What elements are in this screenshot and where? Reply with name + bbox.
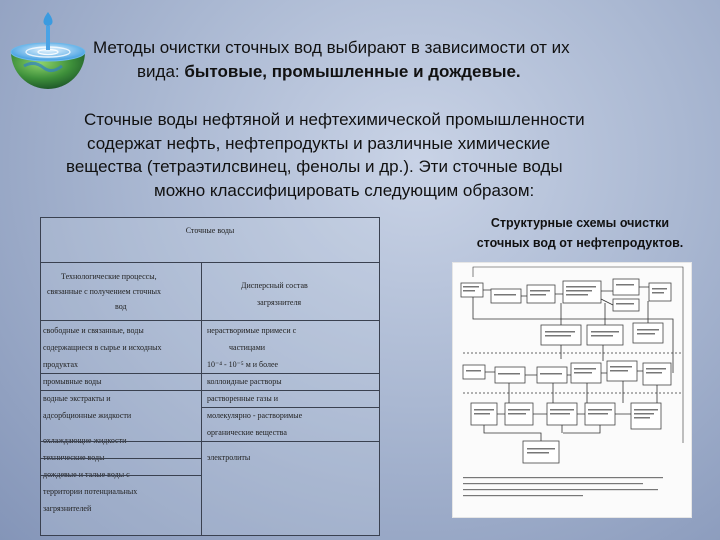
table-cell: нерастворимые примеси с (207, 326, 297, 335)
treatment-scheme-diagram (452, 262, 692, 518)
paragraph-line: вещества (тетраэтилсвинец, фенолы и др.). Эти сточные воды (66, 157, 563, 176)
paragraph-line: содержат нефть, нефтепродукты и различные химические (87, 134, 551, 153)
table-cell: промывные воды (43, 377, 102, 386)
diagram-caption-line-1: Структурные схемы очистки (490, 216, 670, 230)
table-cell: растворенные газы и (207, 394, 279, 403)
paragraph-line: Сточные воды нефтяной и нефтехимической промышленности (84, 110, 585, 129)
table-cell: органические вещества (207, 428, 287, 437)
intro-line-2: вида: бытовые, промышленные и дождевые. (137, 62, 521, 81)
table-left-header: Технологические процессы, связанные с получением сточных вод (47, 272, 161, 311)
table-cell: водные экстракты и (43, 394, 111, 403)
intro-bold-types: бытовые, промышленные и дождевые. (184, 62, 521, 81)
table-cell: загрязнителей (43, 504, 92, 513)
table-right-column (207, 322, 302, 466)
table-cell: адсорбционные жидкости (43, 411, 132, 420)
diagram-caption-line-2: сточных вод от нефтепродуктов. (476, 236, 684, 250)
table-cell: 10⁻⁴ - 10⁻⁵ м и более (207, 360, 279, 369)
table-cell: свободные и связанные, воды (43, 326, 144, 335)
table-cell: продуктах (43, 360, 79, 369)
table-cell: молекулярно - растворимые (207, 411, 303, 420)
paragraph-line: можно классифицировать следующим образом: (154, 181, 535, 200)
treatment-scheme-drawing (453, 263, 693, 519)
table-left-column (43, 322, 162, 517)
table-right-header: Дисперсный состав загрязнителя (241, 281, 308, 307)
table-title: Сточные воды (185, 226, 235, 235)
wastewater-classification-table (40, 217, 380, 536)
table-cell: частицами (229, 343, 266, 352)
table-cell: коллоидные растворы (207, 377, 282, 386)
intro-line-1: Методы очистки сточных вод выбирают в зависимости от их (93, 38, 570, 57)
table-cell: электролиты (207, 453, 251, 462)
table-cell: территории потенциальных (43, 487, 138, 496)
table-cell: содержащиеся в сырье и исходных (43, 343, 162, 352)
globe-water-drop-logo (6, 6, 90, 92)
